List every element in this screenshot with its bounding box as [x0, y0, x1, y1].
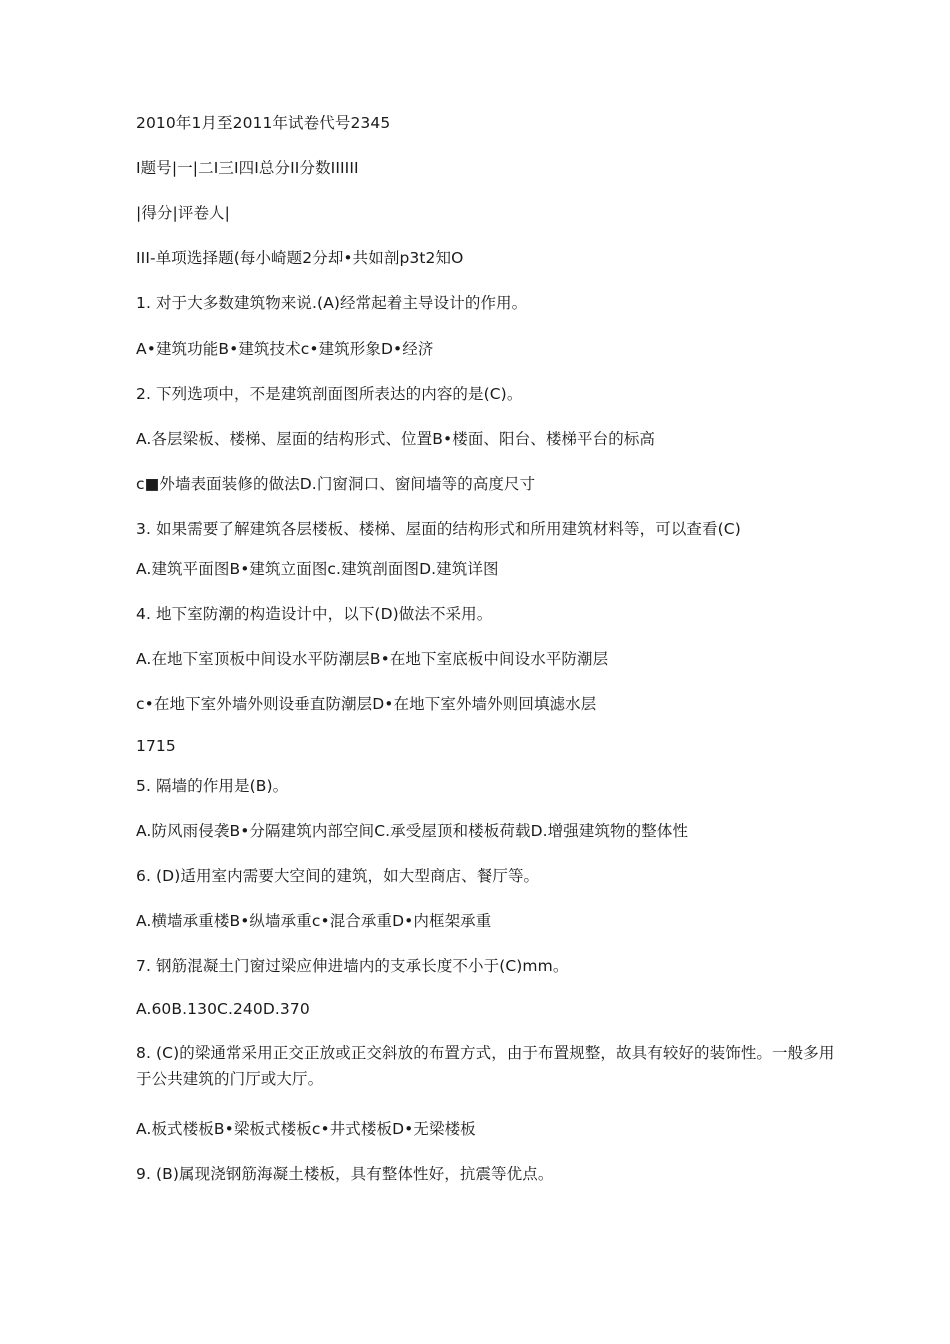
question-2-options-a-b: A.各层梁板、楼梯、屋面的结构形式、位置B•楼面、阳台、楼梯平台的标高: [136, 430, 656, 448]
exam-header-line: 2010年1月至2011年试卷代号2345: [136, 114, 391, 132]
question-2: 2. 下列选项中，不是建筑剖面图所表达的内容的是(C)。: [136, 385, 523, 403]
question-5: 5. 隔墙的作用是(B)。: [136, 777, 289, 795]
question-3-options: A.建筑平面图B•建筑立面图c.建筑剖面图D.建筑详图: [136, 560, 499, 578]
score-table-header: I题号|一|二I三I四I总分II分数IIIIII: [136, 159, 359, 177]
question-7: 7. 钢筋混凝土门窗过梁应伸进墙内的支承长度不小于(C)mm。: [136, 957, 569, 975]
question-7-options: A.60B.130C.240D.370: [136, 1000, 310, 1018]
question-3: 3. 如果需要了解建筑各层楼板、楼梯、屋面的结构形式和所用建筑材料等，可以查看(C): [136, 520, 741, 538]
question-1-options: A•建筑功能B•建筑技术c•建筑形象D•经济: [136, 340, 434, 358]
question-1: 1. 对于大多数建筑物来说.(A)经常起着主导设计的作用。: [136, 294, 528, 312]
question-4-options-a-b: A.在地下室顶板中间设水平防潮层B•在地下室底板中间设水平防潮层: [136, 650, 609, 668]
question-9: 9. (B)属现浇钢筋海凝土楼板，具有整体性好，抗震等优点。: [136, 1165, 554, 1183]
question-8: 8. (C)的梁通常采用正交正放或正交斜放的布置方式，由于布置规整，故具有较好的装饰性。一般多用于公共建筑的门厅或大厅。: [136, 1044, 835, 1088]
question-5-options: A.防风雨侵袭B•分隔建筑内部空间C.承受屋顶和楼板荷载D.增强建筑物的整体性: [136, 822, 689, 840]
grader-line: |得分|评卷人|: [136, 204, 230, 222]
question-2-options-c-d: c■外墙表面装修的做法D.门窗洞口、窗间墙等的高度尺寸: [136, 475, 536, 493]
page-number: 1715: [136, 737, 176, 755]
question-4-options-c-d: c•在地下室外墙外则设垂直防潮层D•在地下室外墙外则回填滤水层: [136, 695, 597, 713]
question-4: 4. 地下室防潮的构造设计中，以下(D)做法不采用。: [136, 605, 493, 623]
question-8-options: A.板式楼板B•梁板式楼板c•井式楼板D•无梁楼板: [136, 1120, 476, 1138]
question-6-options: A.横墙承重楼B•纵墙承重c•混合承重D•内框架承重: [136, 912, 492, 930]
section-title: III-单项选择题(每小崎题2分却•共如剖p3t2知O: [136, 249, 464, 267]
question-6: 6. (D)适用室内需要大空间的建筑，如大型商店、餐厅等。: [136, 867, 540, 885]
